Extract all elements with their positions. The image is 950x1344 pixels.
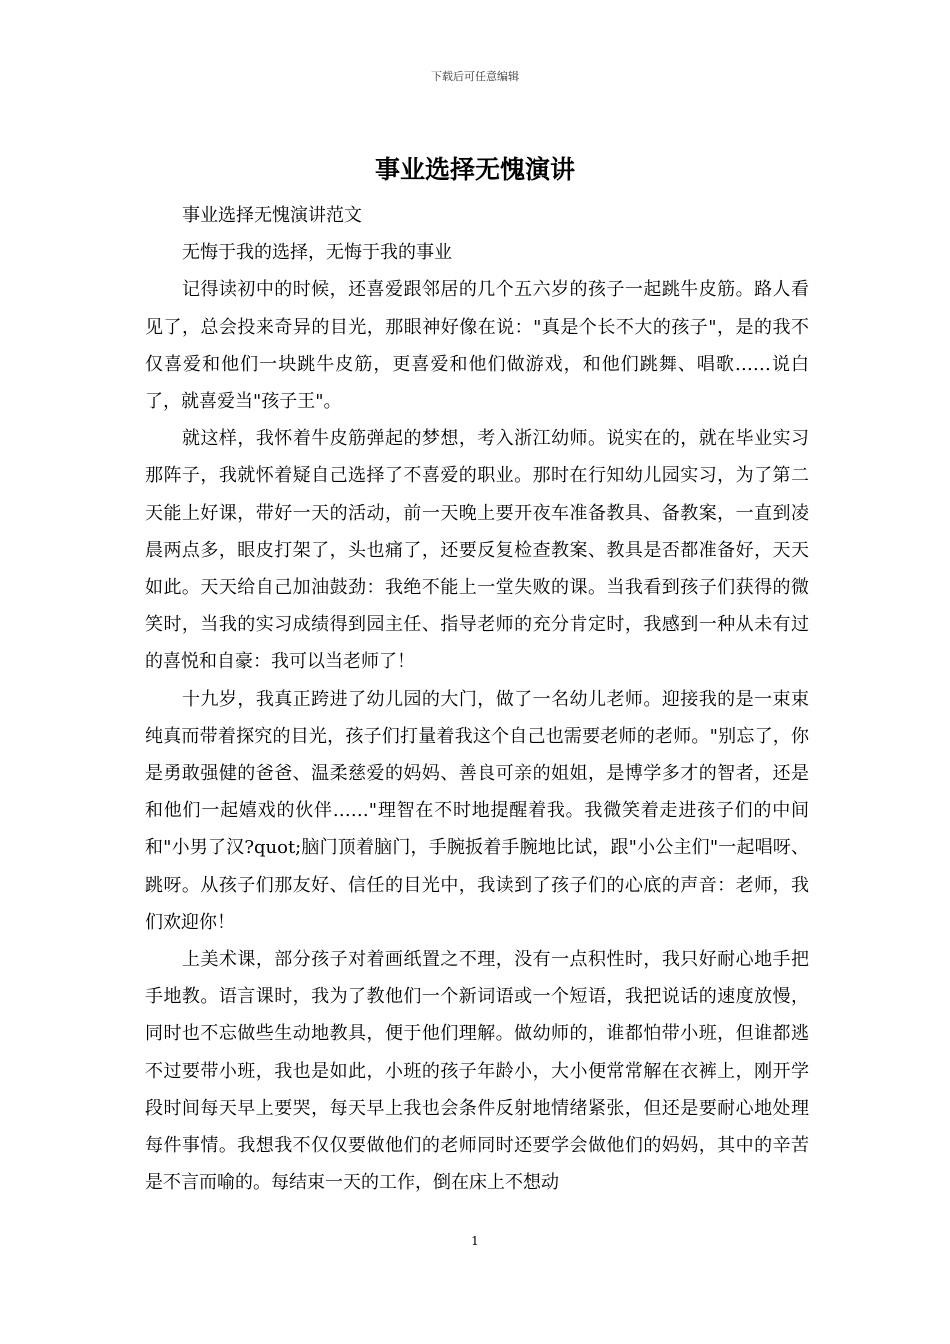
body-paragraph: 记得读初中的时候，还喜爱跟邻居的几个五六岁的孩子一起跳牛皮筋。路人看见了，总会投来奇异的目光，那眼神好像在说："真是个长不大的孩子"，是的我不仅喜爱和他们一块跳牛皮筋，更喜爱和他们做游戏，和他们跳舞、唱歌……说白了，就喜爱当"孩子王"。 <box>145 279 809 413</box>
page-number: 1 <box>471 1234 479 1248</box>
heading-paragraph: 无悔于我的选择，无悔于我的事业 <box>182 242 452 264</box>
body-paragraph: 就这样，我怀着牛皮筋弹起的梦想，考入浙江幼师。说实在的，就在毕业实习那阵子，我就怀着疑自己选择了不喜爱的职业。那时在行知幼儿园实习，为了第二天能上好课，带好一天的活动，前一天晚上要开夜车准备教具、备教案，一直到凌晨两点多，眼皮打架了，头也痛了，还要反复检查教案、教具是否都准备好，天天如此。天天给自己加油鼓劲：我绝不能上一堂失败的课。当我看到孩子们获得的微笑时，当我的实习成绩得到园主任、指导老师的充分肯定时，我感到一种从未有过的喜悦和自豪：我可以当老师了！ <box>145 428 809 673</box>
body-paragraph: 十九岁，我真正跨进了幼儿园的大门，做了一名幼儿老师。迎接我的是一束束纯真而带着探究的目光，孩子们打量着我这个自己也需要老师的老师。"别忘了，你是勇敢强健的爸爸、温柔慈爱的妈妈、善良可亲的姐姐，是博学多才的智者，还是和他们一起嬉戏的伙伴……"理智在不时地提醒着我。我微笑着走进孩子们的中间和"小男了汉?quot;脑门顶着脑门，手腕扳着手腕地比试，跟"小公主们"一起唱呀、跳呀。从孩子们那友好、信任的目光中，我读到了孩子们的心底的声音：老师，我们欢迎你！ <box>145 688 809 933</box>
body-paragraph: 上美术课，部分孩子对着画纸置之不理，没有一点积性时，我只好耐心地手把手地教。语言课时，我为了教他们一个新词语或一个短语，我把说话的速度放慢，同时也不忘做些生动地教具，便于他们理解。做幼师的，谁都怕带小班，但谁都逃不过要带小班，我也是如此，小班的孩子年龄小，大小便常常解在衣裤上，刚开学段时间每天早上要哭，每天早上我也会条件反射地情绪紧张，但还是要耐心地处理每件事情。我想我不仅仅要做他们的老师同时还要学会做他们的妈妈，其中的辛苦是不言而喻的。每结束一天的工作，倒在床上不想动 <box>145 949 809 1194</box>
document-body <box>145 197 809 1201</box>
document-title: 事业选择无愧演讲 <box>374 155 575 184</box>
subtitle-paragraph: 事业选择无愧演讲范文 <box>182 205 362 226</box>
page-header: 下载后可任意编辑 <box>431 70 519 83</box>
